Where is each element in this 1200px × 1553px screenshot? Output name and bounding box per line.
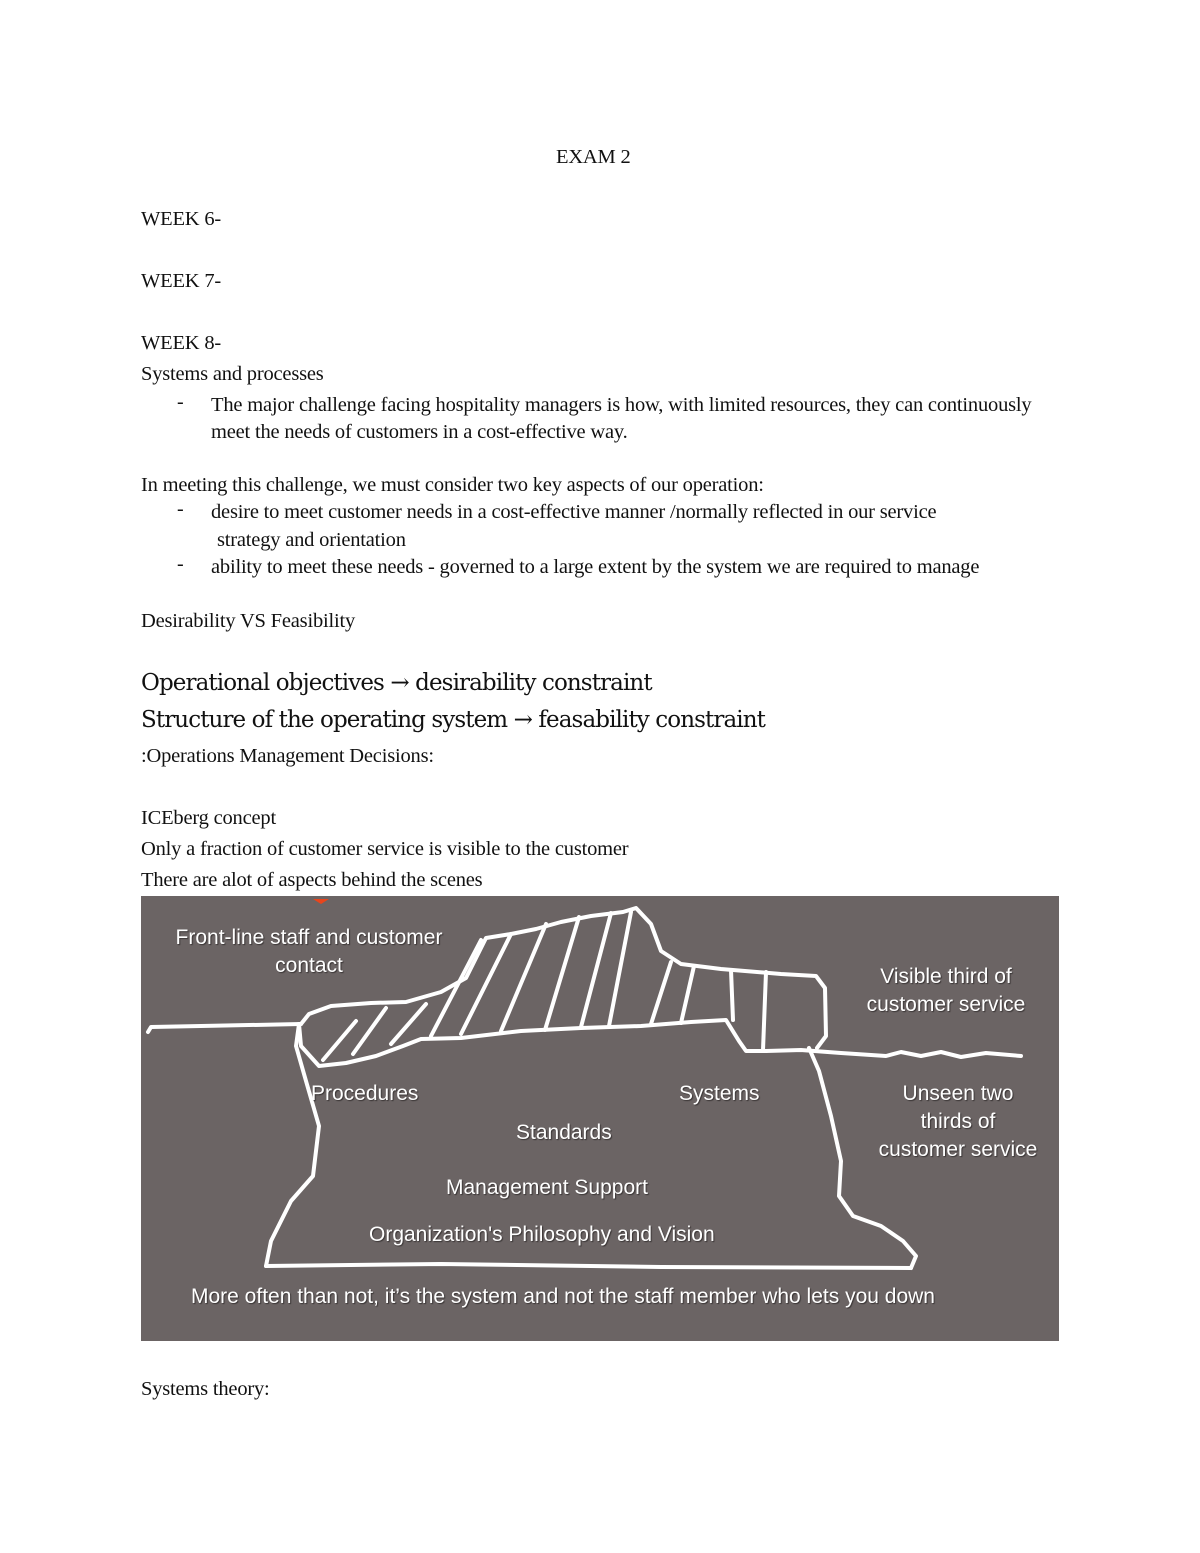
bullet-dash: -	[177, 391, 184, 413]
unseen-two-thirds-label: Unseen two thirds of customer service	[878, 1082, 1038, 1161]
ops-decisions: :Operations Management Decisions:	[141, 745, 434, 767]
week-6-heading: WEEK 6-	[141, 208, 221, 230]
iceberg-waterline-outline	[299, 1020, 766, 1066]
front-line-label: Front-line staff and customer contact	[175, 926, 443, 977]
diagram-footer: More often than not, it’s the system and not the staff member who lets you down	[191, 1285, 935, 1308]
bullet-2-line-2: strategy and orientation	[217, 529, 406, 551]
bullet-1-line-1: The major challenge facing hospitality managers is how, with limited resources, they can continuously	[211, 394, 1032, 416]
iceberg-left-submerged	[266, 1024, 319, 1266]
desirability-vs-feasibility: Desirability VS Feasibility	[141, 610, 356, 632]
bullet-2-line-1: desire to meet customer needs in a cost-effective manner /normally reflected in our service	[211, 501, 937, 523]
meeting-intro: In meeting this challenge, we must consider two key aspects of our operation:	[141, 474, 764, 496]
systems-label: Systems	[679, 1082, 760, 1105]
iceberg-diagram	[141, 896, 1059, 1341]
waterline-left	[148, 1024, 301, 1032]
accent-mark	[313, 899, 329, 904]
bullet-dash: -	[177, 553, 184, 575]
iceberg-bottom	[266, 1264, 911, 1268]
management-support-label: Management Support	[446, 1176, 648, 1199]
iceberg-line-2: There are alot of aspects behind the scenes	[141, 869, 483, 891]
week-7-heading: WEEK 7-	[141, 270, 221, 292]
iceberg-heading: ICEberg concept	[141, 807, 276, 829]
philosophy-label: Organization's Philosophy and Vision	[369, 1223, 715, 1246]
bullet-dash: -	[177, 498, 184, 520]
iceberg-line-1: Only a fraction of customer service is visible to the customer	[141, 838, 629, 860]
waterline-right	[766, 1050, 1021, 1057]
standards-label: Standards	[516, 1121, 612, 1144]
constraint-line-2: Structure of the operating system → feasability constraint	[141, 707, 765, 733]
visible-third-label: Visible third of customer service	[866, 965, 1026, 1016]
constraint-line-1: Operational objectives → desirability constraint	[141, 670, 652, 696]
page-title: EXAM 2	[556, 146, 631, 168]
systems-theory-heading: Systems theory:	[141, 1378, 270, 1400]
bullet-1-line-2: meet the needs of customers in a cost-effective way.	[211, 421, 628, 443]
bullet-3: ability to meet these needs - governed to a large extent by the system we are required to manage	[211, 556, 980, 578]
procedures-label: Procedures	[311, 1082, 419, 1105]
systems-heading: Systems and processes	[141, 363, 324, 385]
week-8-heading: WEEK 8-	[141, 332, 221, 354]
